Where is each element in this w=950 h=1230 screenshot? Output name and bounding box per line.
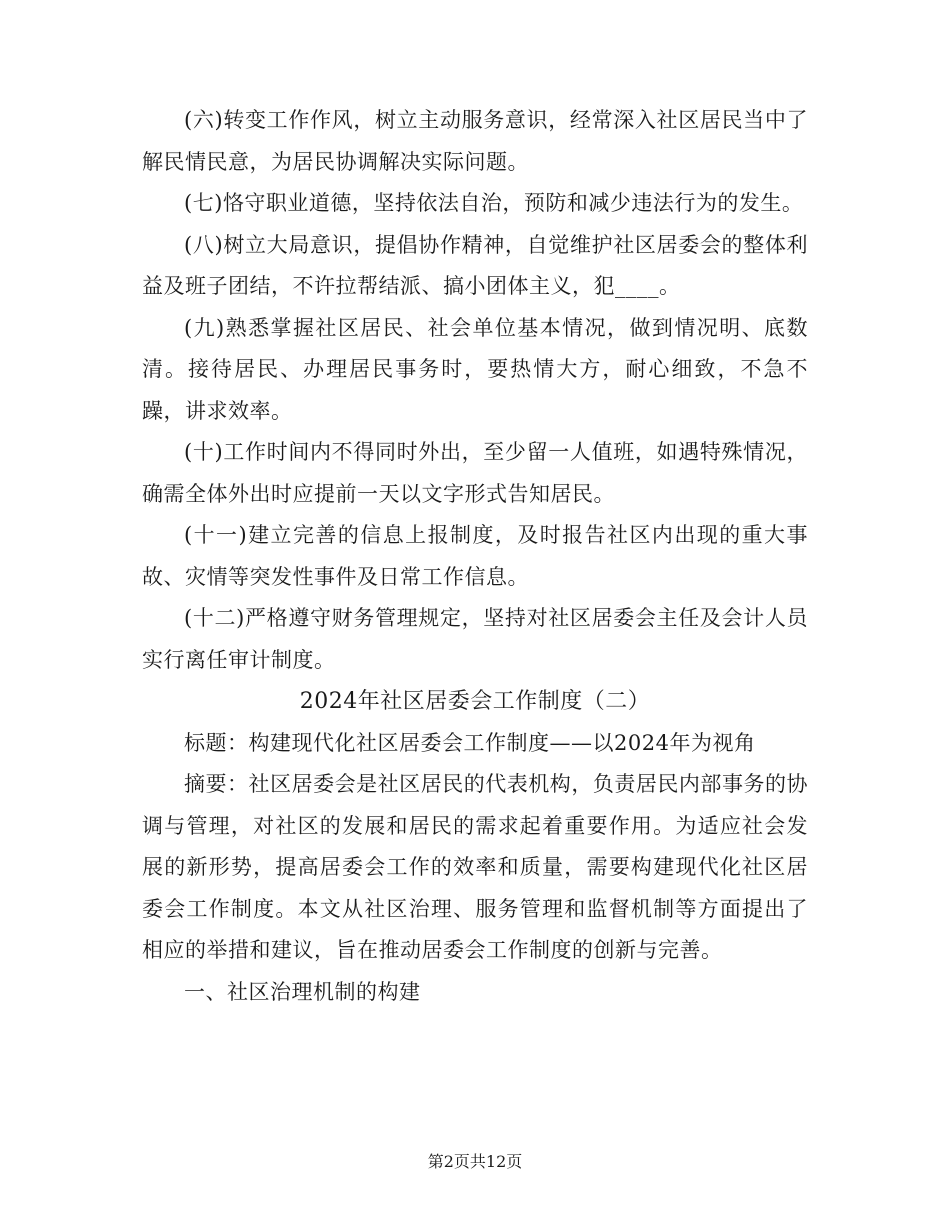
page-number-footer: 第2页共12页 [427,1152,523,1171]
document-body [142,100,808,1013]
paragraph-item-7: (七)恪守职业道德，坚持依法自治，预防和减少违法行为的发生。 [184,191,804,215]
paragraph-item-8: (八)树立大局意识，提倡协作精神，自觉维护社区居委会的整体利益及班子团结，不许拉帮结派、搞小团体主义，犯____。 [142,232,808,298]
abstract-paragraph: 摘要：社区居委会是社区居民的代表机构，负责居民内部事务的协调与管理，对社区的发展和居民的需求起着重要作用。为适应社会发展的新形势，提高居委会工作的效率和质量，需要构建现代化社区居委会工作制度。本文从社区治理、服务管理和监督机制等方面提出了相应的举措和建议，旨在推动居委会工作制度的创新与完善。 [142,772,808,962]
paragraph-item-11: (十一)建立完善的信息上报制度，及时报告社区内出现的重大事故、灾情等突发性事件及日常工作信息。 [142,523,808,589]
subtitle: 标题：构建现代化社区居委会工作制度——以2024年为视角 [184,730,756,755]
paragraph-item-12: (十二)严格遵守财务管理规定，坚持对社区居委会主任及会计人员实行离任审计制度。 [142,606,808,672]
paragraph-item-10: (十)工作时间内不得同时外出，至少留一人值班，如遇特殊情况，确需全体外出时应提前一天以文字形式告知居民。 [142,440,808,506]
paragraph-item-6: (六)转变工作作风，树立主动服务意识，经常深入社区居民当中了解民情民意，为居民协调解决实际问题。 [142,108,808,174]
section-title: 2024年社区居委会工作制度（二） [299,689,651,714]
section-heading: 一、社区治理机制的构建 [184,979,421,1004]
paragraph-item-9: (九)熟悉掌握社区居民、社会单位基本情况，做到情况明、底数清。接待居民、办理居民事务时，要热情大方，耐心细致，不急不躁，讲求效率。 [142,315,808,423]
